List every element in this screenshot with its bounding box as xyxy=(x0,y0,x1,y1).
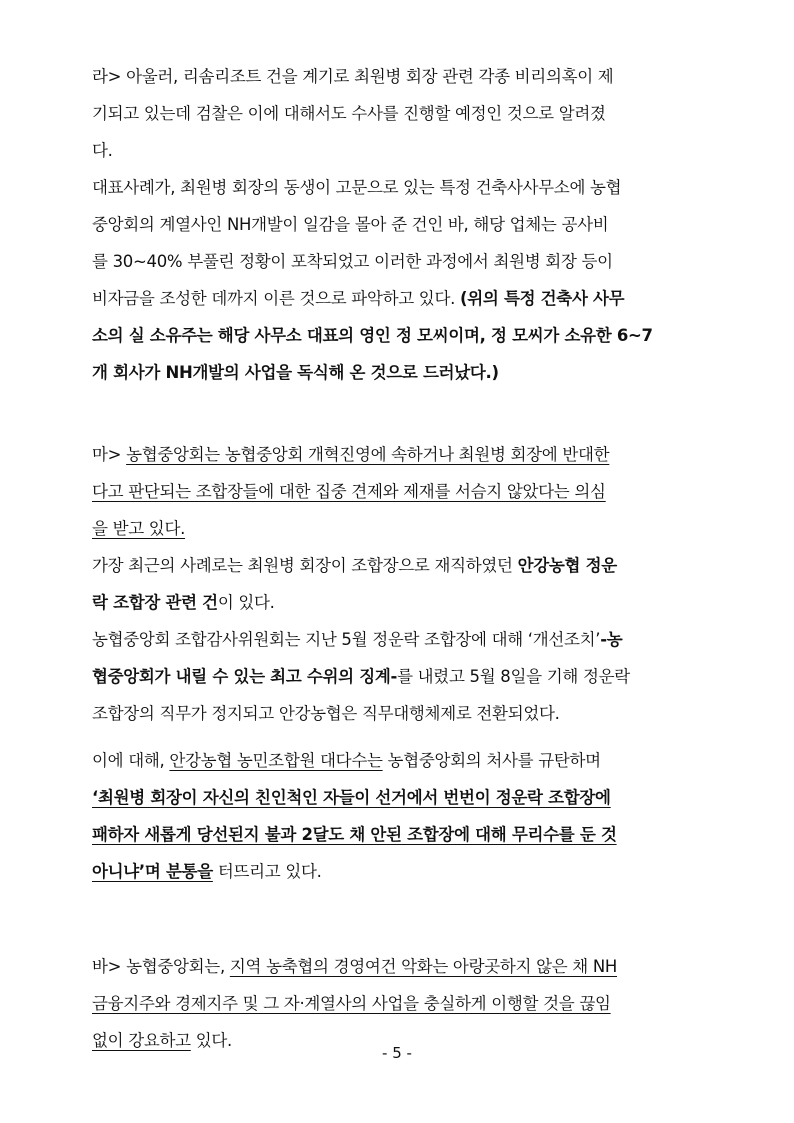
text-run: 농협중앙회의 처사를 규탄하며 xyxy=(382,751,601,770)
paragraph-line: 를 30~40% 부풀린 정황이 포착되었고 이러한 과정에서 최원병 회장 등이 xyxy=(92,252,613,271)
paragraph-line: 조합장의 직무가 정지되고 안강농협은 직무대행체제로 전환되었다. xyxy=(92,704,560,723)
paragraph-line: 소의 실 소유주는 해당 사무소 대표의 영인 정 모씨이며, 정 모씨가 소유한 6~7 xyxy=(92,326,653,345)
paragraph-line xyxy=(92,948,704,985)
paragraph-line: 중앙회의 계열사인 NH개발이 일감을 몰아 준 건인 바, 해당 업체는 공사비 xyxy=(92,215,609,234)
bold-text-run: 락 조합장 관련 건 xyxy=(92,593,218,612)
paragraph-line xyxy=(92,510,704,547)
text-run: 농협중앙회 조합감사위원회는 지난 5월 정운락 조합장에 대해 ‘개선조치’ xyxy=(92,630,601,649)
text-run: 이에 대해, xyxy=(92,751,170,770)
text-run: 바> 농협중앙회는, xyxy=(92,957,230,976)
paragraph-line xyxy=(92,658,704,695)
paragraph-line xyxy=(92,853,704,890)
paragraph-line xyxy=(92,547,704,584)
paragraph-line: 기되고 있는데 검찰은 이에 대해서도 수사를 진행할 예정인 것으로 알려졌 xyxy=(92,104,606,123)
text-run: 이 있다. xyxy=(217,593,275,612)
section-ra xyxy=(92,58,704,391)
underlined-text-run: 지역 농축협의 경영여건 악화는 아랑곳하지 않은 채 NH xyxy=(229,957,618,976)
bold-text-run: -농 xyxy=(600,630,623,649)
underlined-text-run: 을 받고 있다. xyxy=(92,519,186,538)
text-run: 터뜨리고 있다. xyxy=(212,862,322,881)
paragraph-line: ‘최원병 회장이 자신의 친인척인 자들이 선거에서 번번이 정운락 조합장에 xyxy=(92,788,611,807)
paragraph-line: 라> 아울러, 리솜리조트 건을 계기로 최원병 회장 관련 각종 비리의혹이 제 xyxy=(92,67,614,86)
paragraph-line xyxy=(92,621,704,658)
bold-underlined-text-run: 아니냐’며 분통을 xyxy=(92,862,213,881)
paragraph-line: 개 회사가 NH개발의 사업을 독식해 온 것으로 드러났다.) xyxy=(92,363,499,382)
text-run: 비자금을 조성한 데까지 이른 것으로 파악하고 있다. xyxy=(92,289,460,308)
paragraph-line: 패하자 새롭게 당선된지 불과 2달도 채 안된 조합장에 대해 무리수를 둔 것 xyxy=(92,825,617,844)
bold-text-run: (위의 특정 건축사 사무 xyxy=(459,289,625,308)
page-number: - 5 - xyxy=(382,1044,412,1062)
paragraph-line: 다. xyxy=(92,141,113,160)
section-ma-reaction xyxy=(92,742,704,890)
underlined-text-run: 안강농협 농민조합원 대다수는 xyxy=(169,751,383,770)
paragraph-line xyxy=(92,742,704,779)
paragraph-line xyxy=(92,280,704,317)
paragraph-line: 다고 판단되는 조합장들에 대한 집중 견제와 제재를 서슴지 않았다는 의심 xyxy=(92,482,606,501)
paragraph-line: 금융지주와 경제지주 및 그 자·계열사의 사업을 충실하게 이행할 것을 끊임 xyxy=(92,994,611,1013)
underlined-text-run: 없이 강요하고 xyxy=(92,1031,191,1050)
paragraph-line xyxy=(92,584,704,621)
underlined-text-run: 농협중앙회는 농협중앙회 개혁진영에 속하거나 최원병 회장에 반대한 xyxy=(126,445,610,464)
text-run: 마> xyxy=(92,445,127,464)
bold-text-run: 안강농협 정운 xyxy=(517,556,617,575)
paragraph-line xyxy=(92,436,704,473)
bold-text-run: 협중앙회가 내릴 수 있는 최고 수위의 징계- xyxy=(92,667,398,686)
paragraph-line: 대표사례가, 최원병 회장의 동생이 고문으로 있는 특정 건축사사무소에 농협 xyxy=(92,178,622,197)
text-run: 있다. xyxy=(190,1031,232,1050)
section-ma xyxy=(92,436,704,732)
text-run: 가장 최근의 사례로는 최원병 회장이 조합장으로 재직하였던 xyxy=(92,556,518,575)
text-run: 를 내렸고 5월 8일을 기해 정운락 xyxy=(397,667,630,686)
